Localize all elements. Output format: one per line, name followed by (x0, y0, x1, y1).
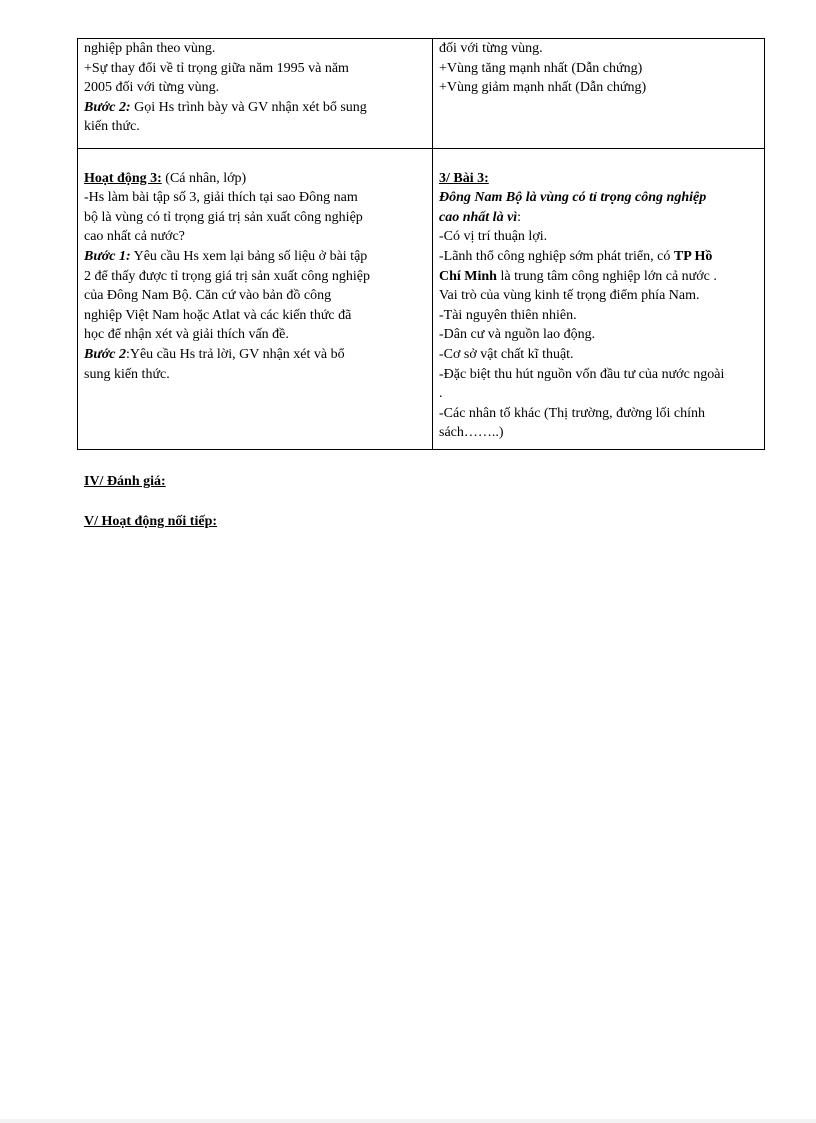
text-line: nghiệp Việt Nam hoặc Atlat và các kiến thức đã (84, 307, 352, 323)
reason-text: -Lãnh thổ công nghiệp sớm phát triển, có (439, 248, 674, 264)
exercise3-heading-text: Đông Nam Bộ là vùng có tỉ trọng công nghiệp (439, 190, 707, 206)
text-line: -Hs làm bài tập số 3, giải thích tại sao Đông nam (84, 190, 358, 206)
page-edge (0, 1119, 816, 1123)
left-cell-continuation (78, 39, 433, 149)
reason-item: -Tài nguyên thiên nhiên. (439, 307, 577, 323)
step2-label: Bước 2 (84, 346, 126, 362)
activity3-mode: (Cá nhân, lớp) (161, 170, 247, 186)
evaluation-heading: IV/ Đánh giá: (84, 474, 166, 489)
text-line: kiến thức. (84, 119, 140, 135)
text-line: 2 để thấy được tỉ trọng giá trị sản xuất công nghiệp (84, 268, 370, 284)
spacer (439, 149, 758, 169)
reason-bold: Chí Minh (439, 268, 497, 284)
table-row (78, 149, 765, 450)
activity3-title: Hoạt động 3: (84, 170, 162, 186)
reason-text: là trung tâm công nghiệp lớn cả nước . (496, 268, 717, 284)
step2-text: Gọi Hs trình bày và GV nhận xét bổ sung (130, 99, 367, 115)
reason-item: -Dân cư và nguồn lao động. (439, 327, 596, 343)
text-line: +Vùng giảm mạnh nhất (Dẫn chứng) (439, 80, 647, 96)
step1-label: Bước 1: (84, 248, 131, 264)
text-line: sung kiến thức. (84, 366, 170, 382)
table-row (78, 39, 765, 149)
step2-label: Bước 2: (84, 99, 131, 115)
step-line (84, 345, 426, 365)
text-line: cao nhất cả nước? (84, 229, 185, 245)
exercise3-title: 3/ Bài 3: (439, 170, 489, 186)
right-cell-continuation (433, 39, 765, 149)
step1-text: Yêu cầu Hs xem lại bảng số liệu ở bài tập (130, 248, 368, 264)
text-line: +Vùng tăng mạnh nhất (Dẫn chứng) (439, 60, 643, 76)
step-line (84, 247, 426, 267)
text-line: bộ là vùng có tỉ trọng giá trị sản xuất công nghiệp (84, 209, 363, 225)
heading-colon: : (517, 209, 522, 225)
step2-text: :Yêu cầu Hs trả lời, GV nhận xét và bổ (125, 346, 345, 362)
exercise3-cell (433, 149, 765, 450)
exercise3-heading (439, 208, 758, 228)
text-line: 2005 đối với từng vùng. (84, 80, 220, 96)
reason-item: -Các nhân tố khác (Thị trường, đường lối chính (439, 405, 705, 421)
lesson-table (77, 38, 765, 450)
text-line: +Sự thay đổi về tỉ trọng giữa năm 1995 và năm (84, 60, 349, 76)
reason-item: -Có vị trí thuận lợi. (439, 229, 548, 245)
exercise3-heading-text: cao nhất là vì (439, 209, 518, 225)
reason-item: -Đặc biệt thu hút nguồn vốn đầu tư của nước ngoài (439, 366, 725, 382)
text-line: của Đông Nam Bộ. Căn cứ vào bản đồ công (84, 288, 332, 304)
text-line: đối với từng vùng. (439, 41, 543, 56)
reason-item: sách……..) (439, 425, 504, 441)
reason-item (439, 267, 758, 287)
reason-item (439, 247, 758, 267)
step-line (84, 98, 426, 118)
reason-bold: TP Hồ (673, 248, 713, 264)
followup-heading: V/ Hoạt động nối tiếp: (84, 514, 218, 529)
exercise3-heading (439, 188, 758, 208)
activity3-heading (84, 169, 426, 189)
reason-item: Vai trò của vùng kinh tế trọng điểm phía Nam. (439, 288, 700, 304)
spacer (84, 149, 426, 169)
text-line: nghiệp phân theo vùng. (84, 41, 216, 56)
reason-item: -Cơ sở vật chất kĩ thuật. (439, 346, 574, 362)
reason-item: . (439, 386, 443, 402)
text-line: học để nhận xét và giải thích vấn đề. (84, 327, 289, 343)
activity3-cell (78, 149, 433, 450)
